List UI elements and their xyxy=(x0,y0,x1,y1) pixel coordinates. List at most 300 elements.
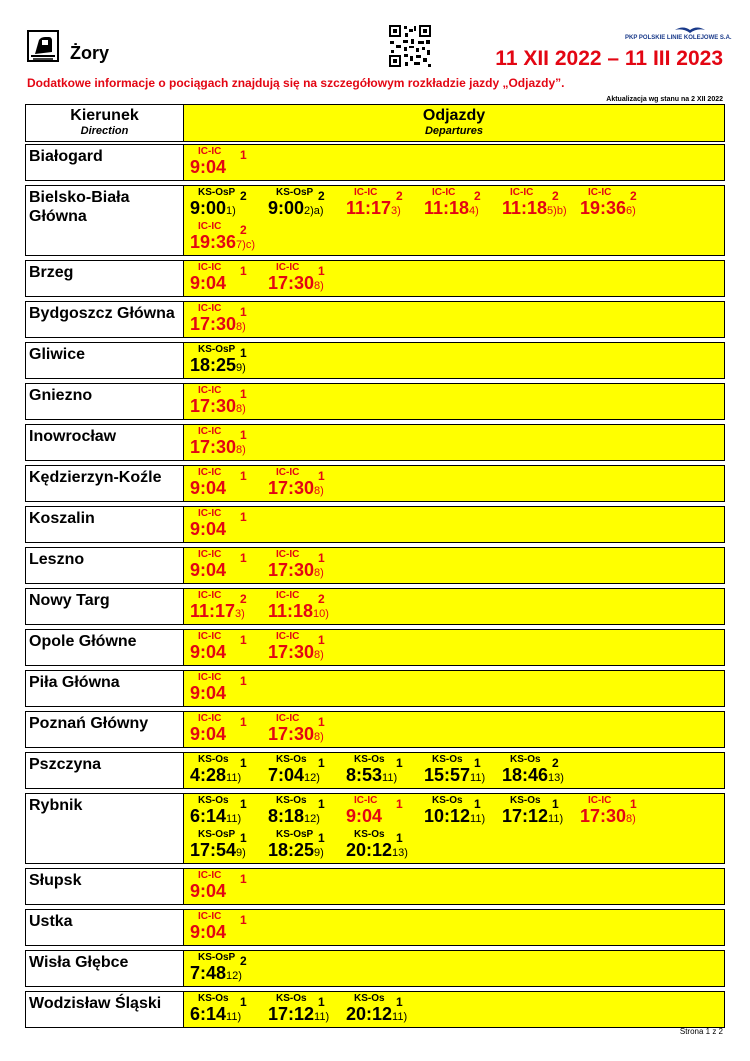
departure-time: 9:04 xyxy=(190,922,227,942)
operator-name: PKP POLSKIE LINIE KOLEJOWE S.A. xyxy=(625,35,732,41)
departure-time-wrap xyxy=(190,922,226,943)
train-category: IC-IC xyxy=(198,146,222,157)
departures-cell xyxy=(184,869,724,904)
departure-entry xyxy=(188,590,266,624)
train-category: KS-OsP xyxy=(276,187,314,198)
footnote-ref: 2)a) xyxy=(304,205,324,217)
platform-number: 1 xyxy=(240,346,247,360)
table-row xyxy=(25,909,725,946)
table-row xyxy=(25,991,725,1028)
departure-entry xyxy=(422,795,500,829)
departures-cell xyxy=(184,425,724,460)
departure-time-wrap xyxy=(190,724,226,745)
departures-cell xyxy=(184,630,724,665)
footnote-ref: 11) xyxy=(548,813,564,825)
table-row xyxy=(25,793,725,864)
departure-entry xyxy=(188,829,266,863)
train-category: KS-OsP xyxy=(198,952,236,963)
departure-time-wrap xyxy=(346,765,397,786)
destination-name: Bielsko-Biała Główna xyxy=(26,186,184,255)
footnote-ref: 11) xyxy=(314,1011,330,1023)
departure-entry xyxy=(578,187,656,221)
destination-name: Słupsk xyxy=(26,869,184,904)
departure-time: 15:57 xyxy=(424,765,471,785)
train-category: IC-IC xyxy=(198,590,222,601)
train-category: IC-IC xyxy=(198,713,222,724)
footnote-ref: 9) xyxy=(236,847,246,859)
departures-cell xyxy=(184,302,724,337)
platform-number: 1 xyxy=(240,674,247,688)
platform-number: 1 xyxy=(240,387,247,401)
departure-time-wrap xyxy=(268,642,324,663)
departure-entry xyxy=(500,754,578,788)
footnote-ref: 11) xyxy=(226,772,242,784)
departure-time: 17:30 xyxy=(190,314,237,334)
platform-number: 2 xyxy=(630,189,637,203)
footnote-ref: 11) xyxy=(226,1011,242,1023)
page-header xyxy=(0,0,750,110)
departure-entry xyxy=(266,590,344,624)
departure-entry xyxy=(266,829,344,863)
table-row xyxy=(25,629,725,666)
departure-time-wrap xyxy=(502,198,567,219)
table-row xyxy=(25,670,725,707)
train-category: IC-IC xyxy=(354,187,378,198)
platform-number: 2 xyxy=(318,592,325,606)
departure-time: 9:04 xyxy=(190,881,227,901)
train-category: IC-IC xyxy=(198,508,222,519)
train-category: IC-IC xyxy=(198,262,222,273)
departure-time: 18:25 xyxy=(190,355,237,375)
departure-time: 11:18 xyxy=(502,198,548,218)
departures-cell xyxy=(184,712,724,747)
footnote-ref: 8) xyxy=(236,403,246,415)
platform-number: 1 xyxy=(396,756,403,770)
departure-time-wrap xyxy=(190,478,226,499)
platform-number: 1 xyxy=(396,995,403,1009)
departure-entry xyxy=(344,795,422,829)
departure-entry xyxy=(422,754,500,788)
train-category: IC-IC xyxy=(276,467,300,478)
destination-name: Pszczyna xyxy=(26,753,184,788)
platform-number: 1 xyxy=(240,510,247,524)
departures-cell xyxy=(184,671,724,706)
departure-entry xyxy=(188,713,266,747)
platform-number: 1 xyxy=(318,831,325,845)
footnote-ref: 11) xyxy=(382,772,398,784)
departure-time: 20:12 xyxy=(346,1004,393,1024)
departure-time-wrap xyxy=(190,683,226,704)
footnote-ref: 8) xyxy=(314,280,324,292)
departure-time: 10:12 xyxy=(424,806,471,826)
departure-time: 17:30 xyxy=(580,806,627,826)
departure-time-wrap xyxy=(190,765,241,786)
table-row xyxy=(25,185,725,256)
departure-time: 11:17 xyxy=(346,198,392,218)
departure-time-wrap xyxy=(424,765,485,786)
train-category: KS-Os xyxy=(198,795,229,806)
train-category: IC-IC xyxy=(276,549,300,560)
departure-time-wrap xyxy=(268,478,324,499)
platform-number: 2 xyxy=(318,189,325,203)
platform-number: 1 xyxy=(474,797,481,811)
destination-name: Nowy Targ xyxy=(26,589,184,624)
departure-time-wrap xyxy=(190,396,246,417)
departure-time-wrap xyxy=(190,642,226,663)
departure-entry xyxy=(344,187,422,221)
destination-name: Wisła Głębce xyxy=(26,951,184,986)
departure-entry xyxy=(188,631,266,665)
departure-entry xyxy=(500,795,578,829)
departure-time-wrap xyxy=(190,519,226,540)
departure-entry xyxy=(344,754,422,788)
train-category: IC-IC xyxy=(198,303,222,314)
footnote-ref: 7)c) xyxy=(236,239,255,251)
platform-number: 1 xyxy=(240,872,247,886)
departure-time: 9:04 xyxy=(190,519,227,539)
departure-time: 17:30 xyxy=(268,642,315,662)
departure-entry xyxy=(266,713,344,747)
destination-name: Wodzisław Śląski xyxy=(26,992,184,1027)
departure-time: 17:30 xyxy=(190,437,237,457)
departure-entry xyxy=(188,952,266,986)
destination-name: Rybnik xyxy=(26,794,184,863)
departure-entry xyxy=(344,829,422,863)
departure-time: 17:30 xyxy=(268,478,315,498)
departure-time-wrap xyxy=(346,840,408,861)
table-row xyxy=(25,301,725,338)
train-category: IC-IC xyxy=(198,549,222,560)
departure-entry xyxy=(188,187,266,221)
destination-name: Bydgoszcz Główna xyxy=(26,302,184,337)
footnote-ref: 3) xyxy=(235,608,245,620)
platform-number: 2 xyxy=(474,189,481,203)
destination-name: Poznań Główny xyxy=(26,712,184,747)
destination-name: Opole Główne xyxy=(26,630,184,665)
departure-time: 9:00 xyxy=(190,198,227,218)
departure-entry xyxy=(188,754,266,788)
table-row xyxy=(25,465,725,502)
departure-time: 6:14 xyxy=(190,1004,227,1024)
train-icon xyxy=(27,30,59,62)
departures-cell xyxy=(184,548,724,583)
departure-entry xyxy=(188,993,266,1027)
departures-header: Odjazdy Departures xyxy=(184,105,724,141)
platform-number: 2 xyxy=(396,189,403,203)
platform-number: 2 xyxy=(240,189,247,203)
page-number: Strona 1 z 2 xyxy=(679,1027,723,1036)
departure-time: 17:54 xyxy=(190,840,237,860)
train-category: KS-Os xyxy=(510,754,541,765)
departure-time-wrap xyxy=(424,806,485,827)
footnote-ref: 8) xyxy=(314,485,324,497)
train-category: IC-IC xyxy=(198,631,222,642)
train-category: IC-IC xyxy=(198,426,222,437)
departures-cell xyxy=(184,261,724,296)
footnote-ref: 1) xyxy=(226,205,236,217)
train-category: KS-Os xyxy=(354,754,385,765)
departure-time-wrap xyxy=(190,314,246,335)
departure-time: 17:30 xyxy=(190,396,237,416)
platform-number: 1 xyxy=(240,913,247,927)
departure-entry xyxy=(188,549,266,583)
departure-time-wrap xyxy=(502,765,564,786)
table-row xyxy=(25,950,725,987)
departure-time-wrap xyxy=(268,198,324,219)
destination-name: Koszalin xyxy=(26,507,184,542)
footnote-ref: 3) xyxy=(391,205,401,217)
departure-entry xyxy=(266,549,344,583)
table-row xyxy=(25,752,725,789)
train-category: IC-IC xyxy=(198,467,222,478)
train-category: IC-IC xyxy=(276,713,300,724)
departure-time-wrap xyxy=(190,355,246,376)
departure-entry xyxy=(578,795,656,829)
validity-period: 11 XII 2022 – 11 III 2023 xyxy=(495,47,723,70)
footnote-ref: 10) xyxy=(313,608,329,620)
departure-time-wrap xyxy=(190,1004,241,1025)
departures-cell xyxy=(184,145,724,180)
table-header xyxy=(25,104,725,142)
departures-cell xyxy=(184,753,724,788)
departure-time: 9:04 xyxy=(190,642,227,662)
departure-time: 8:53 xyxy=(346,765,383,785)
departure-time: 18:46 xyxy=(502,765,549,785)
platform-number: 1 xyxy=(552,797,559,811)
departure-time: 17:30 xyxy=(268,273,315,293)
departure-time: 17:30 xyxy=(268,560,315,580)
departures-cell xyxy=(184,507,724,542)
platform-number: 1 xyxy=(318,756,325,770)
departure-time-wrap xyxy=(190,437,246,458)
platform-number: 1 xyxy=(240,305,247,319)
platform-number: 1 xyxy=(240,797,247,811)
footnote-ref: 11) xyxy=(392,1011,408,1023)
platform-number: 2 xyxy=(552,189,559,203)
footnote-ref: 11) xyxy=(470,772,486,784)
footnote-ref: 13) xyxy=(548,772,564,784)
platform-number: 2 xyxy=(240,223,247,237)
platform-number: 2 xyxy=(240,592,247,606)
train-category: IC-IC xyxy=(198,911,222,922)
departure-time: 11:17 xyxy=(190,601,236,621)
train-category: KS-Os xyxy=(276,754,307,765)
departure-time: 7:48 xyxy=(190,963,227,983)
departure-time-wrap xyxy=(190,198,236,219)
footnote-ref: 6) xyxy=(626,205,636,217)
departure-entry xyxy=(266,631,344,665)
departure-entry xyxy=(188,146,266,180)
departure-time: 18:25 xyxy=(268,840,315,860)
departure-time-wrap xyxy=(190,560,226,581)
departures-cell xyxy=(184,910,724,945)
train-category: KS-Os xyxy=(432,795,463,806)
departure-time: 11:18 xyxy=(424,198,470,218)
train-category: IC-IC xyxy=(510,187,534,198)
destination-name: Leszno xyxy=(26,548,184,583)
departure-entry xyxy=(344,993,422,1027)
train-category: KS-OsP xyxy=(198,344,236,355)
departure-entry xyxy=(266,754,344,788)
train-category: KS-Os xyxy=(198,754,229,765)
destination-name: Gniezno xyxy=(26,384,184,419)
platform-number: 1 xyxy=(240,633,247,647)
platform-number: 1 xyxy=(240,995,247,1009)
qr-code-icon xyxy=(388,24,432,68)
platform-number: 1 xyxy=(318,551,325,565)
departures-cell xyxy=(184,186,724,255)
platform-number: 1 xyxy=(318,797,325,811)
departure-entry xyxy=(266,993,344,1027)
departure-time-wrap xyxy=(190,806,241,827)
departure-entry xyxy=(188,672,266,706)
train-category: KS-Os xyxy=(510,795,541,806)
departure-entry xyxy=(266,795,344,829)
departures-cell xyxy=(184,794,724,863)
train-category: IC-IC xyxy=(198,385,222,396)
platform-number: 1 xyxy=(396,797,403,811)
destination-name: Gliwice xyxy=(26,343,184,378)
train-category: KS-Os xyxy=(276,993,307,1004)
departure-entry xyxy=(188,303,266,337)
footnote-ref: 11) xyxy=(226,813,242,825)
train-category: IC-IC xyxy=(588,187,612,198)
platform-number: 1 xyxy=(318,715,325,729)
departure-entry xyxy=(188,385,266,419)
departure-time: 9:04 xyxy=(190,683,227,703)
destination-name: Ustka xyxy=(26,910,184,945)
footnote-ref: 12) xyxy=(304,772,320,784)
train-category: KS-OsP xyxy=(276,829,314,840)
platform-number: 1 xyxy=(240,831,247,845)
departure-entry xyxy=(266,467,344,501)
update-date: Aktualizacja wg stanu na 2 XII 2022 xyxy=(606,96,723,103)
departure-entry xyxy=(188,508,266,542)
pkp-logo xyxy=(625,25,732,45)
departure-entry xyxy=(188,426,266,460)
departures-table xyxy=(25,104,725,1028)
departure-time-wrap xyxy=(268,273,324,294)
table-row xyxy=(25,260,725,297)
departure-entry xyxy=(188,221,266,255)
destination-name: Brzeg xyxy=(26,261,184,296)
footnote-ref: 8) xyxy=(626,813,636,825)
departure-time-wrap xyxy=(268,724,324,745)
train-category: KS-OsP xyxy=(198,829,236,840)
platform-number: 1 xyxy=(240,551,247,565)
platform-number: 1 xyxy=(240,428,247,442)
departures-cell xyxy=(184,343,724,378)
destination-name: Białogard xyxy=(26,145,184,180)
info-notice: Dodatkowe informacje o pociągach znajdują się na szczegółowym rozkładzie jazdy „Odjazdy”. xyxy=(27,76,565,90)
footnote-ref: 13) xyxy=(392,847,408,859)
departure-time-wrap xyxy=(502,806,563,827)
train-category: IC-IC xyxy=(276,631,300,642)
departure-time-wrap xyxy=(268,601,329,622)
departure-time-wrap xyxy=(190,273,226,294)
departure-time: 8:18 xyxy=(268,806,305,826)
footnote-ref: 8) xyxy=(314,567,324,579)
departure-entry xyxy=(188,467,266,501)
platform-number: 1 xyxy=(318,264,325,278)
departure-entry xyxy=(266,262,344,296)
footnote-ref: 8) xyxy=(236,321,246,333)
platform-number: 1 xyxy=(396,831,403,845)
footnote-ref: 9) xyxy=(314,847,324,859)
table-row xyxy=(25,588,725,625)
train-category: IC-IC xyxy=(588,795,612,806)
platform-number: 2 xyxy=(240,954,247,968)
departure-time-wrap xyxy=(580,198,636,219)
departure-time: 9:04 xyxy=(346,806,383,826)
footnote-ref: 8) xyxy=(236,444,246,456)
departure-time-wrap xyxy=(268,840,324,861)
departure-time: 19:36 xyxy=(580,198,627,218)
departure-entry xyxy=(266,187,344,221)
train-category: IC-IC xyxy=(276,590,300,601)
platform-number: 1 xyxy=(630,797,637,811)
departure-time-wrap xyxy=(268,560,324,581)
platform-number: 1 xyxy=(240,264,247,278)
departure-time: 9:04 xyxy=(190,157,227,177)
footnote-ref: 8) xyxy=(314,731,324,743)
direction-header: Kierunek Direction xyxy=(26,105,184,141)
departure-time: 9:04 xyxy=(190,273,227,293)
departure-time-wrap xyxy=(190,840,246,861)
table-row xyxy=(25,711,725,748)
train-category: KS-Os xyxy=(354,993,385,1004)
platform-number: 1 xyxy=(318,469,325,483)
footnote-ref: 11) xyxy=(470,813,486,825)
departure-entry xyxy=(500,187,578,221)
table-row xyxy=(25,342,725,379)
departure-time-wrap xyxy=(346,1004,407,1025)
departure-time-wrap xyxy=(268,765,320,786)
train-category: IC-IC xyxy=(354,795,378,806)
platform-number: 2 xyxy=(552,756,559,770)
departure-time-wrap xyxy=(580,806,636,827)
departure-time-wrap xyxy=(190,881,226,902)
platform-number: 1 xyxy=(240,148,247,162)
departure-time: 9:04 xyxy=(190,560,227,580)
departure-time: 7:04 xyxy=(268,765,305,785)
departure-time: 9:04 xyxy=(190,724,227,744)
departure-entry xyxy=(188,795,266,829)
departure-time: 9:04 xyxy=(190,478,227,498)
train-category: KS-Os xyxy=(198,993,229,1004)
train-category: IC-IC xyxy=(198,672,222,683)
departures-cell xyxy=(184,992,724,1027)
table-row xyxy=(25,506,725,543)
table-row xyxy=(25,547,725,584)
departure-time: 19:36 xyxy=(190,232,237,252)
departure-time-wrap xyxy=(190,601,245,622)
departure-entry xyxy=(188,911,266,945)
platform-number: 1 xyxy=(318,995,325,1009)
departure-time-wrap xyxy=(424,198,479,219)
train-category: KS-Os xyxy=(432,754,463,765)
train-category: IC-IC xyxy=(432,187,456,198)
departure-time: 17:12 xyxy=(502,806,549,826)
departure-time-wrap xyxy=(190,157,226,178)
train-category: KS-Os xyxy=(276,795,307,806)
platform-number: 1 xyxy=(474,756,481,770)
table-row xyxy=(25,424,725,461)
destination-name: Piła Główna xyxy=(26,671,184,706)
departure-time-wrap xyxy=(190,963,242,984)
departure-time-wrap xyxy=(346,806,382,827)
train-category: IC-IC xyxy=(198,221,222,232)
